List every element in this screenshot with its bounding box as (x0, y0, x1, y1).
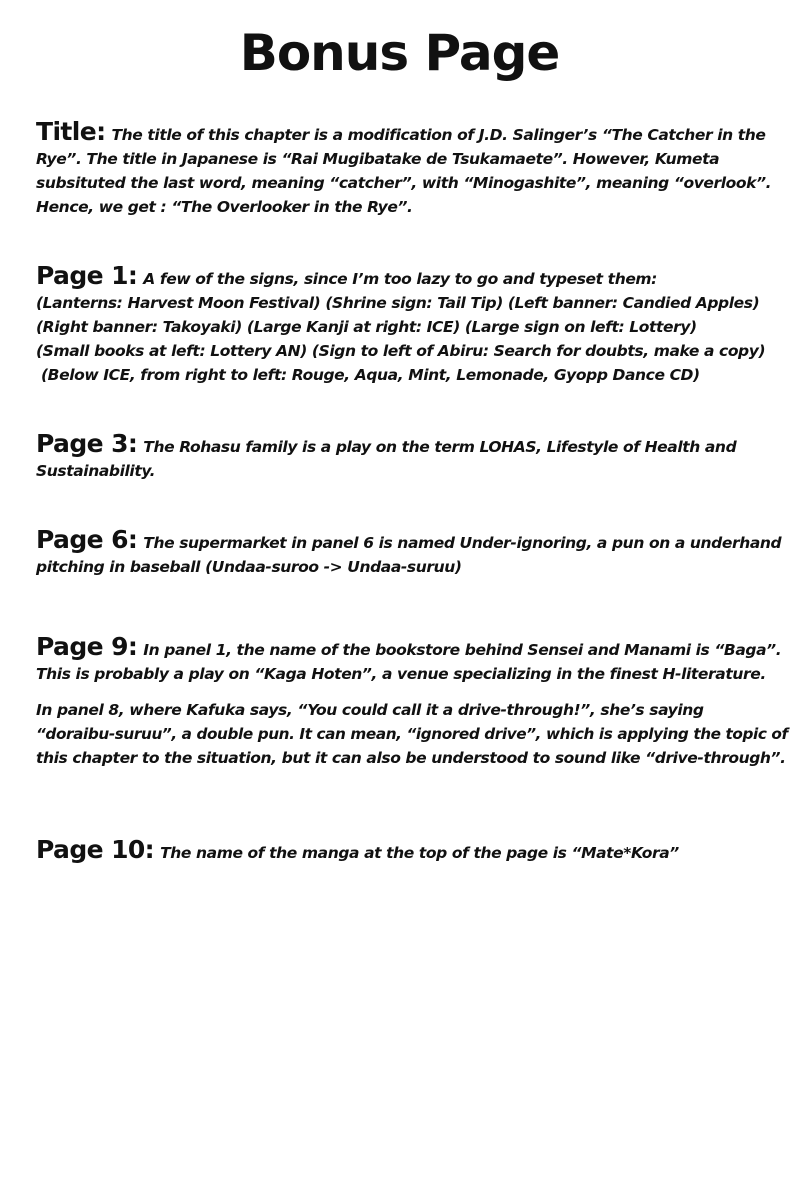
text-line (36, 117, 776, 147)
section-label: Page 3: (36, 429, 138, 458)
section-page-3 (36, 429, 776, 483)
text-line: pitching in baseball (Undaa-suroo -> Undaa-suruu) (36, 558, 462, 576)
section-label: Page 6: (36, 525, 138, 554)
paragraph-gap (36, 686, 776, 698)
text-line: (Small books at left: Lottery AN) (Sign to left of Abiru: Search for doubts, make a copy) (36, 342, 766, 360)
text-line: Sustainability. (36, 462, 156, 480)
page-title: Bonus Page (239, 24, 560, 82)
text-line: This is probably a play on “Kaga Hoten”, a venue specializing in the finest H-literature. (36, 665, 766, 683)
section-label: Title: (36, 117, 106, 146)
note-text: The name of the manga at the top of the page is “Mate*Kora” (160, 844, 679, 862)
section-label: Page 1: (36, 261, 138, 290)
text-line: this chapter to the situation, but it can also be understood to sound like “drive-through”. (36, 749, 786, 767)
section-title-note (36, 117, 776, 219)
text-line: Hence, we get : “The Overlooker in the Rye”. (36, 198, 413, 216)
section-label: Page 10: (36, 835, 155, 864)
note-text: The Rohasu family is a play on the term LOHAS, Lifestyle of Health and (143, 438, 737, 456)
note-text: A few of the signs, since I’m too lazy to go and typeset them: (143, 270, 657, 288)
text-line (36, 835, 776, 865)
section-page-9 (36, 632, 788, 770)
note-text: In panel 1, the name of the bookstore behind Sensei and Manami is “Baga”. (143, 641, 782, 659)
note-text: The title of this chapter is a modification of J.D. Salinger’s “The Catcher in the (111, 126, 766, 144)
section-page-10 (36, 835, 776, 865)
text-line: subsituted the last word, meaning “catcher”, with “Minogashite”, meaning “overlook”. (36, 174, 772, 192)
note-text: The supermarket in panel 6 is named Under-ignoring, a pun on a underhand (143, 534, 782, 552)
text-line: (Lanterns: Harvest Moon Festival) (Shrine sign: Tail Tip) (Left banner: Candied Apples) (36, 294, 760, 312)
section-page-1 (36, 261, 776, 387)
section-page-6 (36, 525, 782, 579)
section-label: Page 9: (36, 632, 138, 661)
text-line (36, 525, 782, 555)
text-line: (Right banner: Takoyaki) (Large Kanji at right: ICE) (Large sign on left: Lottery) (36, 318, 697, 336)
text-line: “doraibu-suruu”, a double pun. It can mean, “ignored drive”, which is applying the topic of (36, 725, 788, 743)
text-line (36, 261, 776, 291)
text-line: Rye”. The title in Japanese is “Rai Mugibatake de Tsukamaete”. However, Kumeta (36, 150, 720, 168)
text-line (36, 429, 776, 459)
text-line: (Below ICE, from right to left: Rouge, Aqua, Mint, Lemonade, Gyopp Dance CD) (36, 366, 700, 384)
text-line: In panel 8, where Kafuka says, “You could call it a drive-through!”, she’s saying (36, 701, 704, 719)
text-line (36, 632, 782, 662)
